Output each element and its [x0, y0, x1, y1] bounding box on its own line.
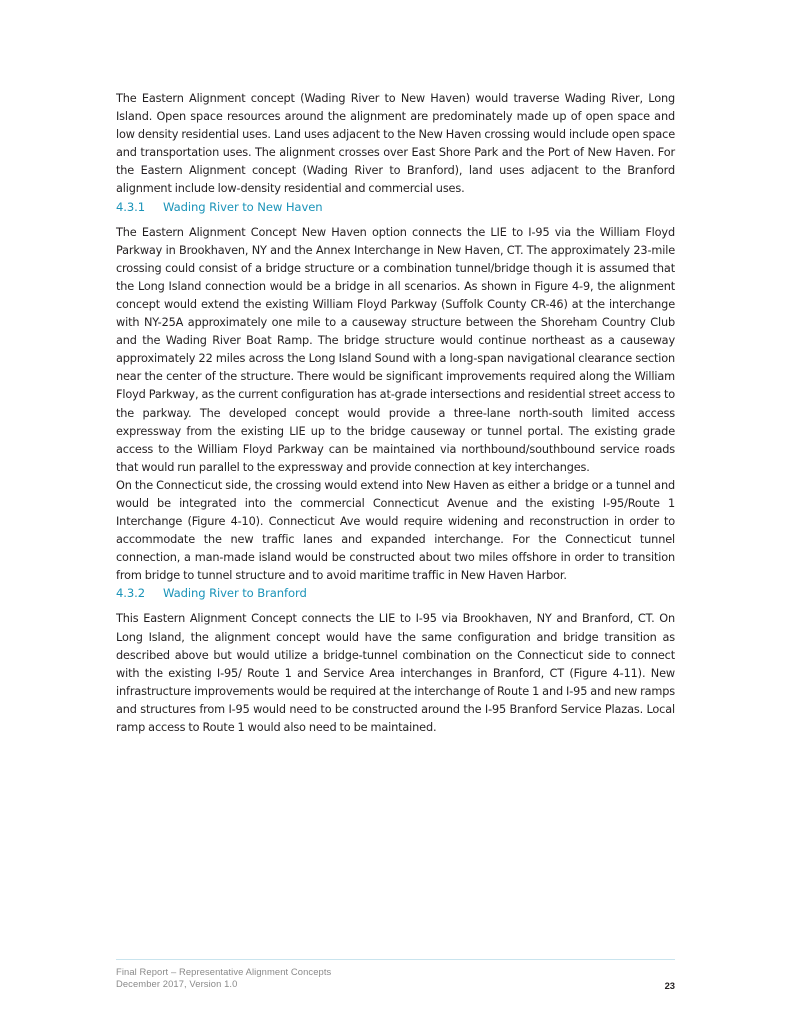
section-number: 4.3.1: [116, 199, 145, 214]
section-heading-4-3-2: [116, 585, 675, 601]
section-number: 4.3.2: [116, 586, 145, 601]
section-4-3-1-paragraph-2: On the Connecticut side, the crossing would extend into New Haven as either a bridge or a tunnel and would be integrated into the commercial Connecticut Avenue and the existing I-95/Route 1 Interchange (Figure 4-10). Connecticut Ave would require widening and reconstruction in order to accommodate the new traffic lanes and expanded interchange. For the Connecticut tunnel connection, a man-made island would be constructed about two miles offshore in order to transition from bridge to tunnel structure and to avoid maritime traffic in New Haven Harbor.: [116, 478, 675, 583]
section-title: Wading River to New Haven: [163, 199, 323, 214]
section-4-3-2-paragraph-1: This Eastern Alignment Concept connects the LIE to I-95 via Brookhaven, NY and Branford, CT. On Long Island, the alignment concept would have the same configuration and bridge transition as described above but would utilize a bridge-tunnel combination on the Connecticut side to connect with the existing I-95/ Route 1 and Service Area interchanges in Branford, CT (Figure 4-11). New infrastructure improvements would be required at the interchange of Route 1 and I-95 and new ramps and structures from I-95 would need to be constructed around the I-95 Branford Service Plazas. Local ramp access to Route 1 would also need to be maintained.: [116, 612, 675, 734]
footer-version: December 2017, Version 1.0: [116, 978, 238, 989]
footer-divider: [116, 959, 675, 960]
page-number: 23: [664, 980, 675, 991]
section-heading-4-3-1: [116, 199, 675, 215]
footer-report-title: Final Report – Representative Alignment Concepts: [116, 966, 332, 977]
intro-paragraph: The Eastern Alignment concept (Wading River to New Haven) would traverse Wading River, Long Island. Open space resources around the alignment are predominately made up of open space and low density residential uses. Land uses adjacent to the New Haven crossing would include open space and transportation uses. The alignment crosses over East Shore Park and the Port of New Haven. For the Eastern Alignment concept (Wading River to Branford), land uses adjacent to the Branford alignment include low-density residential and commercial uses.: [116, 92, 675, 196]
footer-info: [116, 966, 331, 990]
section-title: Wading River to Branford: [163, 586, 307, 601]
page-content: [116, 90, 675, 737]
section-4-3-1-paragraph-1: The Eastern Alignment Concept New Haven option connects the LIE to I-95 via the William Floyd Parkway in Brookhaven, NY and the Annex Interchange in New Haven, CT. The approximately 23-mile crossing could consist of a bridge structure or a combination tunnel/bridge though it is assumed that the Long Island connection would be a bridge in all scenarios. As shown in Figure 4-9, the alignment concept would extend the existing William Floyd Parkway (Suffolk County CR-46) at the interchange with NY-25A approximately one mile to a causeway structure between the Shoreham Country Club and the Wading River Boat Ramp. The bridge structure would continue northeast as a causeway approximately 22 miles across the Long Island Sound with a long-span navigational clearance section near the center of the structure. There would be significant improvements required along the William Floyd Parkway, as the current configuration has at-grade intersections and residential street access to the parkway. The developed concept would provide a three-lane north-south limited access expressway from the existing LIE up to the bridge causeway or tunnel portal. The existing grade access to the William Floyd Parkway can be maintained via northbound/southbound service roads that would run parallel to the expressway and provide connection at key interchanges.: [116, 225, 675, 474]
